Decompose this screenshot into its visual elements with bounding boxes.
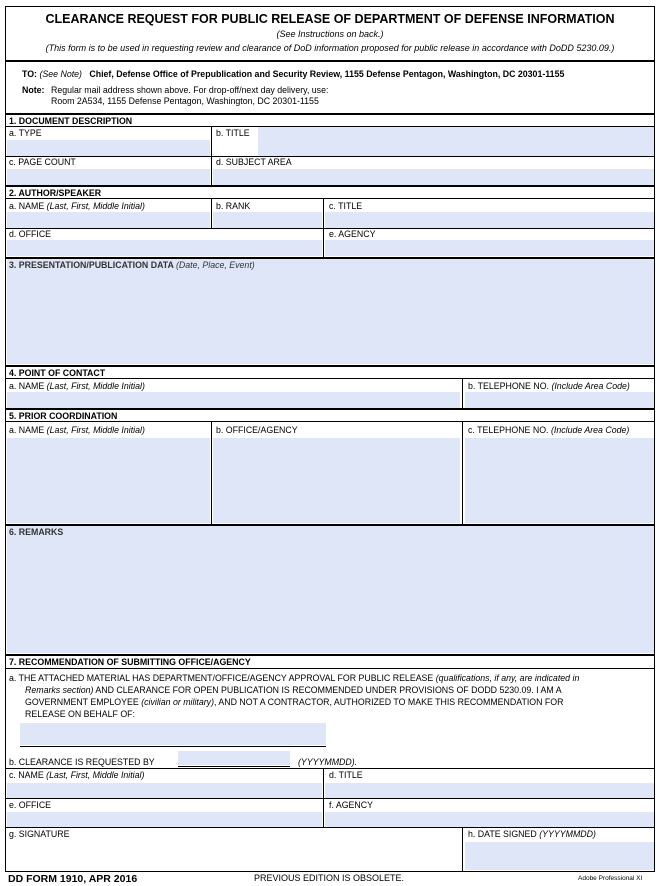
sec5-top-rule	[5, 408, 655, 410]
author-name-label: a. NAME (Last, First, Middle Initial)	[9, 201, 145, 211]
sec1-heading: 1. DOCUMENT DESCRIPTION	[9, 116, 133, 126]
recommender-title-field[interactable]	[325, 783, 654, 798]
recommender-agency-field[interactable]	[325, 812, 654, 827]
poc-name-label: a. NAME (Last, First, Middle Initial)	[9, 381, 145, 391]
sec2-top-rule	[5, 185, 655, 187]
author-title-field[interactable]	[325, 212, 654, 228]
header-divider	[5, 60, 655, 62]
obsolete-notice: PREVIOUS EDITION IS OBSOLETE.	[254, 873, 405, 883]
signature-field[interactable]	[9, 840, 459, 870]
remarks-field[interactable]	[7, 526, 654, 653]
poc-phone-field[interactable]	[465, 392, 654, 408]
doc-title-label: b. TITLE	[216, 128, 250, 138]
sec6-heading: 6. REMARKS	[9, 527, 64, 537]
form-purpose: (This form is to be used in requesting review and clearance of DoD information proposed for public release in accordance with DoDD 5230.09.)	[45, 43, 615, 53]
date-signed-label: h. DATE SIGNED (YYYYMMDD)	[468, 829, 596, 839]
sec5-vdiv-1	[211, 421, 212, 524]
sec7-vdiv-2	[462, 827, 463, 871]
instructions-note: (See Instructions on back.)	[276, 29, 384, 39]
behalf-underline	[20, 746, 326, 747]
recommender-title-label: d. TITLE	[329, 770, 363, 780]
form-number: DD FORM 1910, APR 2016	[8, 873, 138, 885]
coord-office-field[interactable]	[213, 438, 460, 523]
note-label: Note:	[22, 85, 45, 95]
coord-office-label: b. OFFICE/AGENCY	[216, 425, 298, 435]
date-signed-field[interactable]	[465, 842, 654, 870]
subject-area-label: d. SUBJECT AREA	[216, 157, 292, 167]
author-rank-label: b. RANK	[216, 201, 251, 211]
author-agency-label: e. AGENCY	[329, 229, 376, 239]
recommendation-line-4: RELEASE ON BEHALF OF:	[25, 709, 135, 719]
coord-name-field[interactable]	[7, 438, 210, 523]
clearance-date-underline	[178, 766, 290, 767]
coord-phone-field[interactable]	[465, 438, 654, 523]
author-office-field[interactable]	[7, 240, 322, 256]
presentation-data-field[interactable]	[7, 259, 654, 364]
sec4-vdiv	[462, 378, 463, 408]
sec5-heading: 5. PRIOR COORDINATION	[9, 411, 118, 421]
recommendation-line-2: Remarks section) AND CLEARANCE FOR OPEN PUBLICATION IS RECOMMENDED UNDER PROVISIONS OF DODD 5230.09. I AM A	[25, 685, 562, 695]
sec7-heading: 7. RECOMMENDATION OF SUBMITTING OFFICE/AGENCY	[9, 657, 251, 667]
coord-phone-label: c. TELEPHONE NO. (Include Area Code)	[468, 425, 630, 435]
sec7-row-rule-3	[5, 827, 655, 828]
software-credit: Adobe Professional XI	[578, 875, 643, 882]
author-rank-field[interactable]	[213, 212, 322, 228]
recommender-office-label: e. OFFICE	[9, 800, 52, 810]
note-line-1: Regular mail address shown above. For drop-off/next day delivery, use:	[51, 85, 329, 95]
sec7-top-rule	[5, 654, 655, 656]
sec7-row-rule-1	[5, 768, 655, 769]
clearance-requested-label: b. CLEARANCE IS REQUESTED BY	[9, 757, 155, 767]
sec2-heading: 2. AUTHOR/SPEAKER	[9, 188, 102, 198]
author-name-field[interactable]	[7, 212, 210, 228]
author-office-label: d. OFFICE	[9, 229, 52, 239]
poc-phone-label: b. TELEPHONE NO. (Include Area Code)	[468, 381, 630, 391]
sec7-row-rule-2	[5, 798, 655, 799]
author-agency-field[interactable]	[325, 240, 654, 256]
doc-title-field[interactable]	[258, 127, 654, 156]
signature-label: g. SIGNATURE	[9, 829, 70, 839]
sec5-divider	[5, 421, 655, 422]
sec5-vdiv-2	[462, 421, 463, 524]
page-count-field[interactable]	[7, 169, 210, 185]
sec2-vdiv-1	[211, 198, 212, 228]
recommender-name-label: c. NAME (Last, First, Middle Initial)	[9, 770, 145, 780]
clearance-date-hint: (YYYYMMDD).	[298, 757, 358, 767]
form-title: CLEARANCE REQUEST FOR PUBLIC RELEASE OF DEPARTMENT OF DEFENSE INFORMATION	[45, 12, 615, 26]
sec4-divider	[5, 378, 655, 379]
sec4-heading: 4. POINT OF CONTACT	[9, 368, 106, 378]
recommender-name-field[interactable]	[7, 783, 322, 798]
doc-type-label: a. TYPE	[9, 128, 42, 138]
sec2-divider	[5, 198, 655, 199]
poc-name-field[interactable]	[7, 392, 460, 408]
sec1-row-rule	[5, 156, 655, 157]
coord-name-label: a. NAME (Last, First, Middle Initial)	[9, 425, 145, 435]
sec4-top-rule	[5, 365, 655, 367]
note-line-2: Room 2A534, 1155 Defense Pentagon, Washington, DC 20301-1155	[51, 96, 319, 106]
page-count-label: c. PAGE COUNT	[9, 157, 76, 167]
subject-area-field[interactable]	[213, 169, 654, 185]
recommendation-line-1: a. THE ATTACHED MATERIAL HAS DEPARTMENT/OFFICE/AGENCY APPROVAL FOR PUBLIC RELEASE (qualifications, if any, are indicated in	[9, 673, 580, 683]
recommender-office-field[interactable]	[7, 812, 322, 827]
clearance-date-field[interactable]	[178, 751, 290, 765]
to-line: TO: (See Note) Chief, Defense Office of Prepublication and Security Review, 1155 Defense Pentagon, Washington, DC 20301-1155	[22, 69, 565, 79]
recommender-agency-label: f. AGENCY	[329, 800, 373, 810]
doc-type-field[interactable]	[7, 140, 210, 156]
sec3-heading: 3. PRESENTATION/PUBLICATION DATA (Date, Place, Event)	[9, 260, 255, 270]
release-on-behalf-field[interactable]	[20, 723, 326, 745]
sec7-divider	[5, 668, 655, 669]
sec1-top-rule	[5, 113, 655, 115]
recommendation-line-3: GOVERNMENT EMPLOYEE (civilian or military), AND NOT A CONTRACTOR, AUTHORIZED TO MAKE THIS RECOMMENDATION FOR	[25, 697, 564, 707]
author-title-label: c. TITLE	[329, 201, 363, 211]
